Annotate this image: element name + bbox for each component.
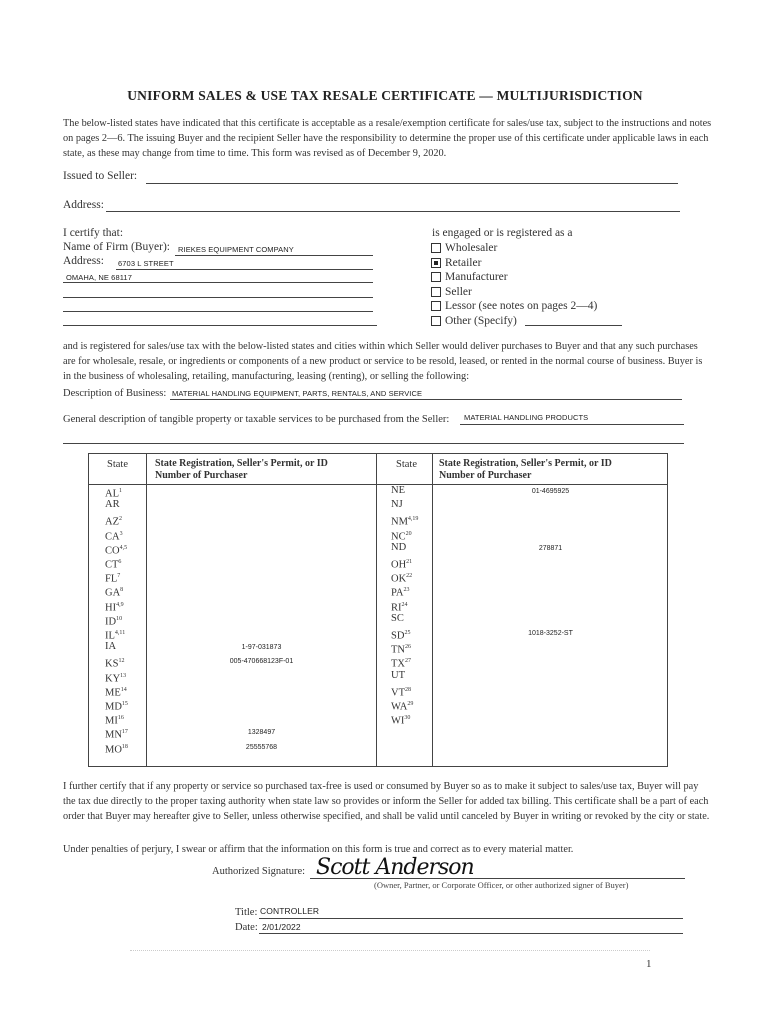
state-reg-number-ne[interactable]: 01-4695925 [531,488,570,495]
date-field[interactable]: 2/01/2022 [262,922,301,932]
general-description-label: General description of tangible property or taxable services to be purchased from the Seller: [63,414,450,425]
date-line [259,933,683,934]
state-reg-number-mn[interactable]: 1328497 [247,729,276,737]
description-label: Description of Business: [63,388,167,399]
state-code-mn: MN$^{17}$ [105,729,128,741]
state-code-tn: TN$^{26}$ [391,644,411,656]
state-code-al: $AL^1$ [105,488,122,500]
other-checkbox[interactable] [431,316,441,326]
signer-note: (Owner, Partner, or Corporate Officer, or other authorized signer of Buyer) [374,880,629,890]
business-type-list [431,241,597,328]
state-code-ut: UT [391,669,405,681]
perjury-statement: Under penalties of perjury, I swear or affirm that the information on this form is true and correct as to every material matter. [63,844,574,855]
issued-to-label: Issued to Seller: [63,170,138,182]
state-code-mi: MI$^{16}$ [105,715,124,727]
title-line [259,918,683,919]
state-code-me: ME$^{14}$ [105,686,127,699]
form-title: UNIFORM SALES & USE TAX RESALE CERTIFICATE — MULTIJURISDICTION [127,88,643,103]
reg-header-left-2: Number of Purchaser [155,470,248,481]
state-code-ar: AR [105,499,120,511]
state-code-ga: $GA^8$ [105,587,124,599]
signature-line [310,878,685,879]
state-reg-number-ia[interactable]: 1-97-031873 [241,644,282,652]
state-code-ks: KS$^{12}$ [105,658,125,670]
state-code-nm: NM$^{4,19}$ [391,516,419,528]
state-code-tx: TX$^{27}$ [391,658,411,670]
registered-paragraph: and is registered for sales/use tax with the below-listed states and cities within which Seller would deliver purchases to Buyer and that any such purchases are for wholesale, resale, or ingredients or components of a new product or service to be resold, leased, or rented in the normal course of business. Buyer is in the business of wholesaling, retailing, manufacturing, leasing (renting), or selling the following: [63,341,703,382]
further-certify-paragraph: I further certify that if any property or service so purchased tax-free is used or consumed by Buyer so as to make it subject to sales/use tax, Buyer will pay the tax due directly to the proper taxing authority when state law so provides or inform the Seller for added tax billing. This certificate shall be a part of each order that Buyer may hereafter give to Seller, unless otherwise specified, and shall be valid until canceled by Buyer in writing or revoked by the city or state. [63,781,710,822]
manufacturer-checkbox[interactable] [431,272,441,282]
firm-label: Name of Firm (Buyer): [63,241,170,253]
other-specify-line [525,325,622,326]
seller-address-label: Address: [63,199,104,211]
state-reg-number-mo[interactable]: 25555768 [245,743,278,751]
state-code-wa: WA$^{29}$ [391,701,414,713]
state-code-ia: IA [105,641,117,653]
state-code-ca: $CA^3$ [105,530,123,543]
state-reg-number-ks[interactable]: 005-470668123F-01 [229,658,294,666]
business-type-other[interactable]: Other (Specify) [431,314,597,329]
state-code-mo: MO$^{18}$ [105,743,128,756]
retailer-checkbox[interactable] [431,258,441,268]
description-field[interactable]: MATERIAL HANDLING EQUIPMENT, PARTS, RENTALS, AND SERVICE [172,389,423,398]
general-description-line2 [63,443,684,444]
state-code-ct: $CT^6$ [105,559,122,571]
buyer-address-line2-rule [63,282,373,283]
state-code-sd: SD$^{25}$ [391,630,411,642]
wholesaler-checkbox[interactable] [431,243,441,253]
state-code-az: $AZ^2$ [105,516,122,528]
issued-to-line [146,183,678,184]
title-label: Title: [235,907,258,918]
state-code-hi: HI$^{4,9}$ [105,601,124,614]
description-line [170,399,682,400]
business-type-wholesaler[interactable]: Wholesaler [431,241,597,256]
signature-label: Authorized Signature: [212,866,306,877]
certify-label: I certify that: [63,227,124,239]
state-code-fl: $FL^7$ [105,573,121,585]
business-type-manufacturer[interactable]: Manufacturer [431,270,597,285]
firm-line [175,255,373,256]
reg-header-right-1: State Registration, Seller's Permit, or ID [439,458,612,469]
authorized-signature[interactable]: Scott Anderson [316,855,474,880]
state-code-oh: OH$^{21}$ [391,559,413,571]
buyer-address-line5-rule [63,325,377,326]
title-field[interactable]: CONTROLLER [260,906,320,916]
business-type-seller[interactable]: Seller [431,285,597,300]
state-code-nd: ND [391,541,407,553]
state-code-md: MD$^{15}$ [105,701,128,713]
state-code-ri: RI$^{24}$ [391,601,408,614]
buyer-address-line1[interactable]: 6703 L STREET [118,259,174,268]
state-code-ky: KY$^{13}$ [105,672,127,685]
state-code-nc: NC$^{20}$ [391,530,412,543]
state-code-co: CO$^{4,5}$ [105,544,128,557]
faint-footer-rule [130,950,650,951]
state-header-right: State [396,459,417,470]
firm-name-field[interactable]: RIEKES EQUIPMENT COMPANY [178,245,294,254]
state-code-ne: NE [391,485,405,496]
intro-paragraph: The below-listed states have indicated that this certificate is acceptable as a resale/exemption certificate for sales/use tax, subject to the instructions and notes on pages 2—6. The issuing Buyer and the recipient Seller have the responsibility to determine the proper use of this certificate under applicable laws in each state, as these may change from time to time. This form was revised as of December 9, 2020. [63,118,712,159]
state-reg-number-sd[interactable]: 1018-3252-ST [528,630,573,637]
state-code-il: IL$^{4,11}$ [105,630,126,642]
general-description-line [460,424,684,425]
state-code-nj: NJ [391,499,403,511]
state-code-sc: SC [391,612,404,624]
seller-checkbox[interactable] [431,287,441,297]
seller-address-line [106,211,680,212]
business-type-retailer[interactable]: Retailer [431,256,597,271]
business-type-lessor[interactable]: Lessor (see notes on pages 2—4) [431,299,597,314]
reg-header-right-2: Number of Purchaser [439,470,532,481]
engaged-label: is engaged or is registered as a [432,227,573,239]
general-description-field[interactable]: MATERIAL HANDLING PRODUCTS [464,413,589,422]
buyer-address-line4-rule [63,311,373,312]
state-registration-table [88,453,668,767]
buyer-address-line2[interactable]: OMAHA, NE 68117 [66,273,132,282]
buyer-address-line1-rule [116,269,373,270]
lessor-checkbox[interactable] [431,301,441,311]
state-header-left: State [107,459,128,470]
buyer-address-label: Address: [63,255,104,267]
reg-header-left-1: State Registration, Seller's Permit, or ID [155,458,328,469]
date-label: Date: [235,922,258,933]
page-number: 1 [646,958,652,970]
state-code-vt: VT$^{28}$ [391,686,411,699]
state-code-wi: WI$^{30}$ [391,715,411,727]
state-code-pa: PA$^{23}$ [391,587,410,599]
state-code-id: ID$^{10}$ [105,615,123,628]
state-code-ok: OK$^{22}$ [391,573,413,585]
buyer-address-line3-rule [63,297,373,298]
state-reg-number-nd[interactable]: 278871 [538,544,563,552]
